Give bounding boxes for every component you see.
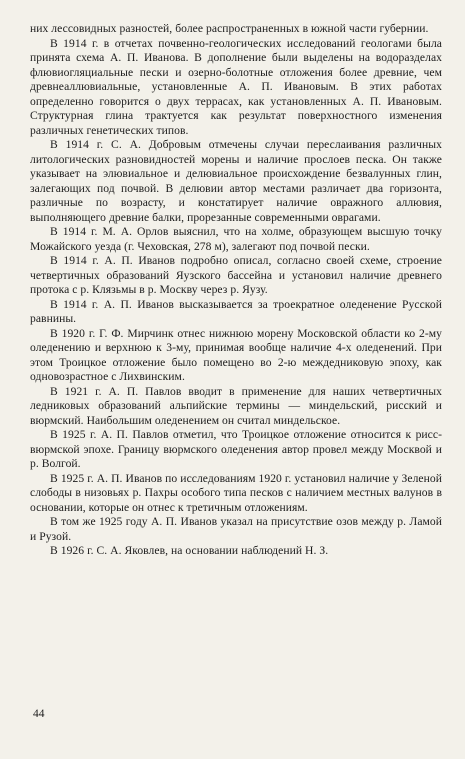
paragraph-continuation: них лессовидных разностей, более распространенных в южной части губернии.: [30, 22, 429, 35]
paragraph-1914-ivanov-yauza: В 1914 г. А. П. Иванов подробно описал, согласно своей схеме, строение четвертичных образований Яузского бассейна и установил наличие древнего протока с р. Клязьмы в р. Москву через р. Яузу.: [30, 254, 442, 296]
paragraph-1914-orlov: В 1914 г. М. А. Орлов выяснил, что на холме, образующем высшую точку Можайского уезда (г. Чеховская, 278 м), залегают под почвой пески.: [30, 225, 442, 253]
paragraph-1925-ivanov-eskers: В том же 1925 году А. П. Иванов указал на присутствие озов между р. Ламой и Рузой.: [30, 515, 442, 543]
paragraph-1921-pavlov: В 1921 г. А. П. Павлов вводит в применение для наших четвертичных ледниковых образований альпийские термины — миндельский, рисский и вюрмский. Наибольшим оледенением он считал миндельское.: [30, 384, 442, 427]
paragraph-1914-ivanov-glaciation: В 1914 г. А. П. Иванов высказывается за троекратное оледенение Русской равнины.: [30, 297, 442, 325]
paragraph-1920-mirchink: В 1920 г. Г. Ф. Мирчинк отнес нижнюю морену Московской области ко 2-му оледенению и верхнюю к 3-му, принимая вообще наличие 4-х оледенений. При этом Троицкое отложение было помещено во 2-ю междедниковую эпоху, как одновозрастное с Лихвинским.: [30, 326, 442, 383]
paragraph-1925-pavlov: В 1925 г. А. П. Павлов отметил, что Троицкое отложение относится к рисс-вюрмской эпохе. Границу вюрмского оледенения автор провел между Москвой и р. Волгой.: [30, 428, 442, 470]
paragraph-1914-dobrov: В 1914 г. С. А. Добровым отмечены случаи переслаивания различных литологических разновидностей морены и наличие прослоев песка. Он также указывает на элювиальное и делювиальное происхождение безвалунных глин, залегающих под почвой. В делювии автор местами различает два горизонта, различные по возрасту, и констатирует наличие овражного аллювия, выполняющего древние балки, прорезанные современными оврагами.: [30, 138, 442, 224]
page-text-body: [30, 22, 442, 722]
page-number: 44: [33, 708, 45, 720]
paragraph-1926-yakovlev: В 1926 г. С. А. Яковлев, на основании наблюдений Н. З.: [50, 544, 329, 557]
paragraph-1925-ivanov-pakhra: В 1925 г. А. П. Иванов по исследованиям 1920 г. установил наличие у Зеленой слободы в низовьях р. Пахры особого типа песков с наличием местных валунов в основании, которые он отнес к третичным отложениям.: [30, 471, 442, 514]
paragraph-1914-soil-reports: В 1914 г. в отчетах почвенно-геологических исследований геологами была принята схема А. П. Иванова. В дополнение были выделены на водоразделах флювиогляциальные пески и озерно-болотные отложения более древние, чем древнеаллювиальные, установленные А. П. Ивановым. В этих работах определенно говорится о двух террасах, как установленных А. П. Ивановым. Структурная глина трактуется как результат поверхностного изменения различных генетических типов.: [30, 36, 442, 137]
